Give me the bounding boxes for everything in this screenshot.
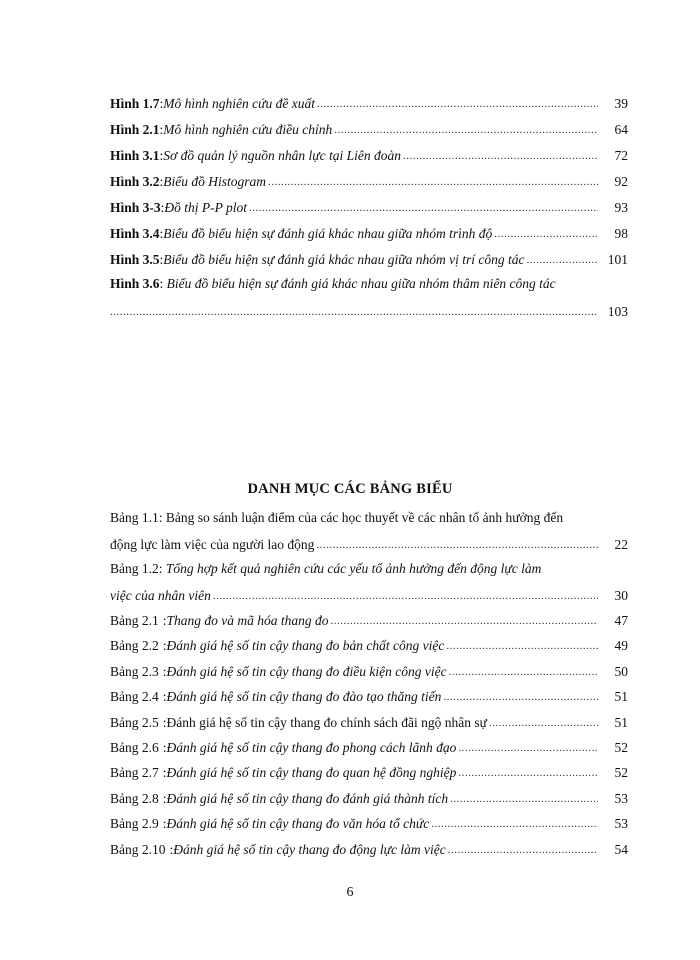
table-label: Bảng 2.6 (110, 740, 159, 756)
page-ref: 22 (614, 536, 628, 552)
figure-entry-continuation (110, 302, 628, 328)
table-entry (110, 637, 628, 662)
table-label: Bảng 2.7 (110, 765, 159, 781)
figure-title: Mô hình nghiên cứu đề xuất (163, 95, 316, 111)
figure-title: Biểu đồ biểu hiện sự đánh giá khác nhau giữa nhóm trình độ (163, 225, 493, 241)
separator: : (159, 276, 167, 291)
page-ref: 103 (607, 303, 628, 319)
table-entry (110, 612, 628, 637)
table-title: Đánh giá hệ số tin cậy thang đo đánh giá thành tích (166, 790, 449, 806)
separator: : (162, 689, 167, 705)
table-title: Đánh giá hệ số tin cậy thang đo động lực làm việc (173, 841, 446, 857)
table-entry (110, 739, 628, 764)
figure-entry (110, 224, 628, 250)
figure-title: Biểu đồ biểu hiện sự đánh giá khác nhau giữa nhóm vị trí công tác (163, 251, 525, 267)
separator: : (160, 199, 165, 215)
figure-label: Hình 3.2 (110, 173, 160, 189)
table-label: Bảng 1.2 (110, 560, 159, 576)
table-entry-line (110, 510, 563, 535)
dot-leader (458, 764, 598, 778)
table-title: Đánh giá hệ số tin cậy thang đo chính sách đãi ngộ nhân sự (166, 714, 487, 730)
page-ref: 98 (614, 225, 628, 241)
dot-leader (489, 713, 598, 727)
dot-leader (334, 120, 598, 134)
table-title: Đánh giá hệ số tin cậy thang đo quan hệ đồng nghiệp (166, 765, 457, 781)
table-title: Bảng so sánh luận điểm của các học thuyết về các nhân tố ảnh hưởng đến (165, 510, 564, 525)
figure-entry (110, 120, 628, 146)
page-number: 6 (346, 885, 354, 900)
figure-label: Hình 3.1 (110, 147, 160, 163)
figure-title: Biểu đồ biểu hiện sự đánh giá khác nhau giữa nhóm thâm niên công tác (166, 276, 556, 291)
dot-leader (403, 146, 598, 160)
figure-title: Mô hình nghiên cứu điều chỉnh (163, 121, 333, 137)
section-title: DANH MỤC CÁC BẢNG BIỂU (247, 481, 453, 497)
dot-leader (317, 94, 598, 108)
table-title: Đánh giá hệ số tin cậy thang đo bản chất công việc (166, 638, 445, 654)
page-ref: 47 (614, 613, 628, 629)
table-entry (110, 815, 628, 840)
table-title: việc của nhân viên (110, 587, 211, 603)
table-label: Bảng 2.3 (110, 663, 159, 679)
dot-leader (331, 612, 598, 626)
table-label: Bảng 2.2 (110, 638, 159, 654)
table-entry (110, 510, 628, 535)
page-ref: 64 (614, 121, 628, 137)
dot-leader (448, 840, 598, 854)
separator: : (159, 173, 164, 189)
separator: : (162, 613, 167, 629)
table-entry-continuation (110, 586, 628, 611)
table-entry (110, 561, 628, 586)
page-ref: 53 (614, 816, 628, 832)
table-list (110, 510, 628, 865)
separator: : (159, 147, 164, 163)
separator: : (162, 765, 167, 781)
table-label: Bảng 2.5 (110, 714, 159, 730)
table-entry (110, 840, 628, 865)
table-label: Bảng 2.1 (110, 613, 159, 629)
dot-leader (494, 224, 598, 238)
table-title: Đánh giá hệ số tin cậy thang đo phong cách lãnh đạo (166, 740, 457, 756)
page-ref: 52 (614, 740, 628, 756)
separator: : (169, 841, 174, 857)
figure-entry (110, 276, 628, 302)
page-ref: 51 (614, 689, 628, 705)
dot-leader (316, 535, 598, 549)
figure-label: Hình 2.1 (110, 121, 160, 137)
dot-leader (431, 815, 598, 829)
figure-entry (110, 146, 628, 172)
separator: : (159, 251, 164, 267)
table-entry (110, 662, 628, 687)
figure-title: Biểu đồ Histogram (163, 173, 267, 189)
page-ref: 51 (614, 714, 628, 730)
dot-leader (213, 586, 598, 600)
dot-leader (249, 198, 598, 212)
page-ref: 39 (614, 95, 628, 111)
table-label: Bảng 2.9 (110, 816, 159, 832)
separator: : (159, 121, 164, 137)
figure-list (110, 94, 628, 328)
separator: : (162, 816, 167, 832)
figure-label: Hình 3.4 (110, 225, 160, 241)
page-ref: 52 (614, 765, 628, 781)
table-entry (110, 713, 628, 738)
dot-leader (110, 302, 598, 316)
dot-leader (458, 739, 598, 753)
page-ref: 101 (607, 251, 628, 267)
page-ref: 50 (614, 663, 628, 679)
dot-leader (268, 172, 598, 186)
separator: : (162, 790, 167, 806)
table-title: Thang đo và mã hóa thang đo (166, 613, 329, 629)
separator: : (158, 510, 166, 525)
page-ref: 92 (614, 173, 628, 189)
separator: : (162, 714, 167, 730)
separator: : (158, 560, 166, 576)
figure-entry (110, 250, 628, 276)
page-ref: 53 (614, 790, 628, 806)
figure-title: Đồ thị P-P plot (164, 199, 248, 215)
figure-entry (110, 198, 628, 224)
dot-leader (446, 637, 598, 651)
figure-label: Hình 1.7 (110, 95, 160, 111)
table-title: Tổng hợp kết quả nghiên cứu các yếu tố ảnh hưởng đến động lực làm (165, 560, 542, 576)
dot-leader (443, 688, 598, 702)
table-title: động lực làm việc của người lao động (110, 536, 315, 552)
figure-entry (110, 94, 628, 120)
dot-leader (449, 662, 598, 676)
table-label: Bảng 2.4 (110, 689, 159, 705)
page-ref: 49 (614, 638, 628, 654)
figure-label: Hình 3.5 (110, 251, 160, 267)
page-ref: 54 (614, 841, 628, 857)
separator: : (159, 225, 164, 241)
separator: : (162, 663, 167, 679)
figure-title: Sơ đồ quản lý nguồn nhân lực tại Liên đoàn (163, 147, 401, 163)
table-entry-continuation (110, 535, 628, 560)
separator: : (162, 740, 167, 756)
table-entry (110, 688, 628, 713)
table-title: Đánh giá hệ số tin cậy thang đo điều kiện công việc (166, 663, 447, 679)
figure-entry (110, 172, 628, 198)
page-ref: 93 (614, 199, 628, 215)
figure-label: Hình 3.6 (110, 276, 160, 291)
page-ref: 72 (614, 147, 628, 163)
table-label: Bảng 2.10 (110, 841, 166, 857)
table-label: Bảng 2.8 (110, 790, 159, 806)
separator: : (159, 95, 164, 111)
table-entry-line (110, 561, 541, 586)
table-title: Đánh giá hệ số tin cậy thang đo đào tạo thăng tiến (166, 689, 442, 705)
dot-leader (450, 789, 598, 803)
figure-label: Hình 3-3 (110, 199, 161, 215)
table-entry (110, 764, 628, 789)
page-ref: 30 (614, 587, 628, 603)
dot-leader (526, 250, 598, 264)
table-label: Bảng 1.1 (110, 510, 159, 525)
separator: : (162, 638, 167, 654)
table-title: Đánh giá hệ số tin cậy thang đo văn hóa tổ chức (166, 816, 430, 832)
table-entry (110, 789, 628, 814)
